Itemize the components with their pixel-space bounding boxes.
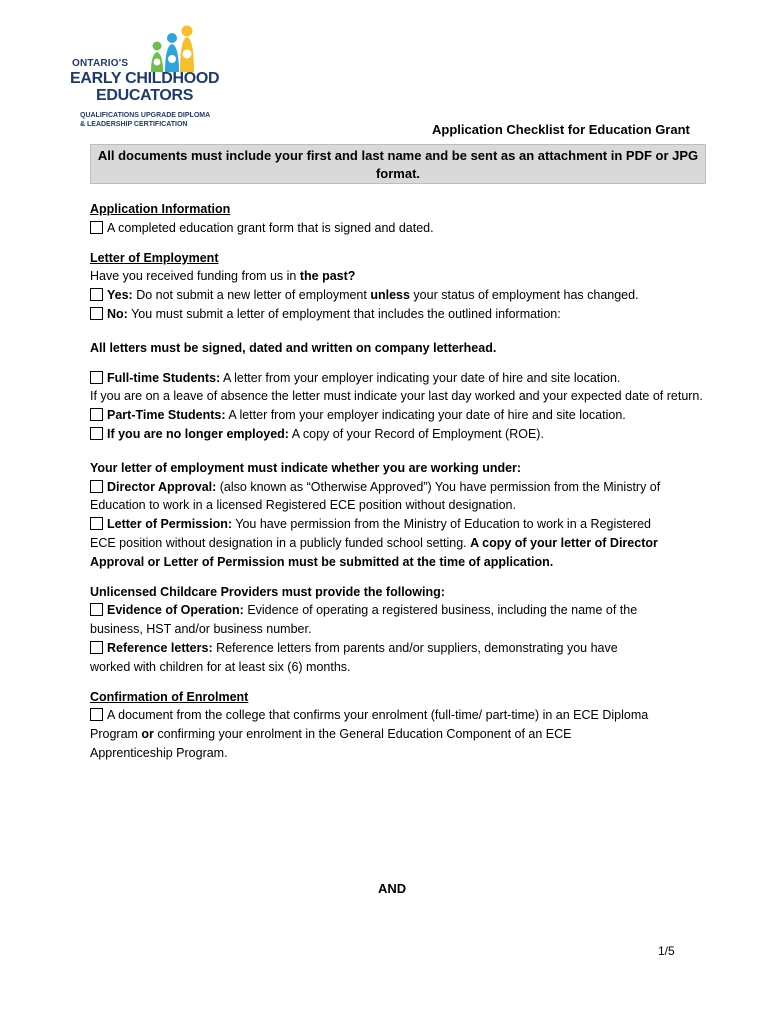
employment-question: Have you received funding from us in the past? [90, 269, 356, 284]
employment-yes-item: Yes: Do not submit a new letter of employment unless your status of employment has changed. [90, 286, 730, 305]
checkbox[interactable] [90, 708, 103, 721]
logo-line-2: EARLY CHILDHOOD [70, 70, 220, 87]
fulltime-item: Full-time Students: A letter from your employer indicating your date of hire and site location. [90, 369, 730, 388]
reference-item: Reference letters: Reference letters from parents and/or suppliers, demonstrating you have worked with children for at least six (6) months. [90, 640, 618, 674]
enrolment-item: A document from the college that confirms your enrolment (full-time/ part-time) in an ECE Diploma Program or confirming your enrolment in the General Education Component of an ECE Apprenticeship Program. [90, 708, 649, 760]
parttime-item: Part-Time Students: A letter from your employer indicating your date of hire and site location. [90, 406, 638, 425]
letters-note: All letters must be signed, dated and written on company letterhead. [90, 340, 497, 355]
enrolment-heading: Confirmation of Enrolment [90, 689, 249, 704]
evidence-item: Evidence of Operation: Evidence of operating a registered business, including the name of the business, HST and/or business number. [90, 603, 638, 637]
director-approval-item: Director Approval: (also known as “Otherwise Approved”) You have permission from the Ministry of Education to work in a licensed Registered ECE position without designation. [90, 479, 661, 513]
checkbox[interactable] [90, 221, 103, 234]
org-logo [72, 24, 222, 134]
working-under-heading: Your letter of employment must indicate whether you are working under: [90, 460, 522, 475]
document-title: Application Checklist for Education Grant [432, 122, 690, 137]
logo-line-5: & LEADERSHIP CERTIFICATION [80, 121, 188, 128]
letter-of-permission-item: Letter of Permission: You have permission from the Ministry of Education to work in a Registered ECE position without designation in a publicly funded school setting. A copy of your letter of Director Approval or Letter of Permission must be submitted at the time of application. [90, 517, 658, 569]
leave-text: If you are on a leave of absence the letter must indicate your last day worked and your expected date of return. [90, 389, 703, 404]
logo-line-3: EDUCATORS [96, 87, 194, 104]
no-longer-employed-item: If you are no longer employed: A copy of your Record of Employment (ROE). [90, 425, 730, 444]
checklist-content [90, 200, 730, 763]
app-info-text: A completed education grant form that is signed and dated. [107, 220, 434, 235]
notice-banner: All documents must include your first and last name and be sent as an attachment in PDF or JPG format. [90, 144, 706, 184]
unlicensed-heading: Unlicensed Childcare Providers must provide the following: [90, 584, 445, 599]
and-text: AND [378, 881, 407, 896]
checkbox[interactable] [90, 408, 103, 421]
logo-line-4: QUALIFICATIONS UPGRADE DIPLOMA [80, 112, 211, 119]
checkbox[interactable] [90, 371, 103, 384]
checkbox[interactable] [90, 480, 103, 493]
app-info-heading: Application Information [90, 202, 231, 216]
checkbox[interactable] [90, 517, 103, 530]
employment-no-item: No: You must submit a letter of employment that includes the outlined information: [90, 305, 730, 324]
checkbox[interactable] [90, 427, 103, 440]
employment-heading: Letter of Employment [90, 250, 219, 265]
checkbox[interactable] [90, 641, 103, 654]
children-figures-icon [148, 24, 198, 74]
page-number: 1/5 [658, 944, 675, 958]
checkbox[interactable] [90, 603, 103, 616]
logo-line-1: ONTARIO'S [72, 58, 129, 69]
app-info-item [90, 219, 730, 238]
checkbox[interactable] [90, 307, 103, 320]
checkbox[interactable] [90, 288, 103, 301]
